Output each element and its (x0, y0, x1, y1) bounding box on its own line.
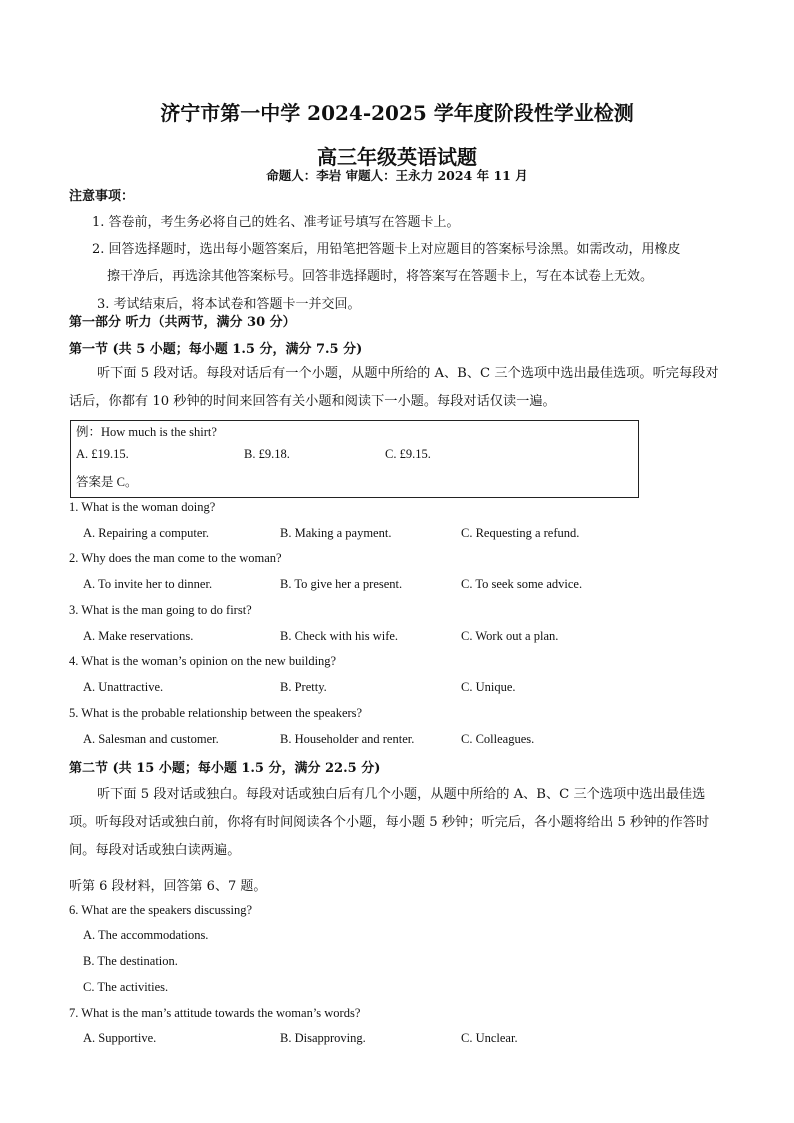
question-6-option-c: C. The activities. (83, 980, 169, 994)
example-option-c: C. £9.15. (385, 447, 431, 461)
question-5: 5. What is the probable relationship between the speakers? (69, 706, 363, 720)
question-2: 2. Why does the man come to the woman? (69, 551, 282, 565)
question-6-option-a: A. The accommodations. (83, 928, 209, 942)
example-question: 例：How much is the shirt? (76, 425, 217, 439)
notice-item-1: 1. 答卷前，考生务必将自己的姓名、准考证号填写在答题卡上。 (92, 215, 460, 230)
exam-title: 济宁市第一中学 2024-2025 学年度阶段性学业检测 (160, 101, 634, 125)
section2-instructions: 听下面 5 段对话或独白。每段对话或独白后有几个小题，从题中所给的 A、B、C 三个选项中选出最佳选项。听每段对话或独白前，你将有时间阅读各个小题，每小题 5 秒钟；听完后，各小题将给出 5 秒钟的作答时间。每段对话或独白读两遍。 (69, 787, 710, 858)
notice-item-2: 2. 回答选择题时，选出每小题答案后，用铅笔把答题卡上对应题目的答案标号涂黑。如需改动，用橡皮 (92, 242, 681, 257)
question-7-option-b: B. Disapproving. (280, 1031, 366, 1045)
question-3-option-b: B. Check with his wife. (280, 629, 399, 643)
question-5-option-b: B. Householder and renter. (280, 732, 415, 746)
notice-item-3: 3. 考试结束后，将本试卷和答题卡一并交回。 (97, 297, 361, 312)
question-7-option-a: A. Supportive. (83, 1031, 157, 1045)
section2-heading: 第二节 (共 15 小题；每小题 1.5 分，满分 22.5 分) (69, 761, 381, 776)
question-1-option-a: A. Repairing a computer. (83, 526, 210, 540)
question-5-option-c: C. Colleagues. (461, 732, 535, 746)
question-7-option-c: C. Unclear. (461, 1031, 518, 1045)
question-1-option-b: B. Making a payment. (280, 526, 392, 540)
example-answer: 答案是 C。 (76, 475, 138, 489)
question-2-option-c: C. To seek some advice. (461, 577, 583, 591)
example-option-a: A. £19.15. (76, 447, 129, 461)
question-4-option-c: C. Unique. (461, 680, 516, 694)
exam-subtitle: 高三年级英语试题 (317, 145, 477, 169)
question-4-option-a: A. Unattractive. (83, 680, 164, 694)
notice-item-2-cont: 擦干净后，再选涂其他答案标号。回答非选择题时，将答案写在答题卡上，写在本试卷上无效。 (107, 269, 654, 284)
example-option-b: B. £9.18. (244, 447, 290, 461)
question-1: 1. What is the woman doing? (69, 500, 216, 514)
question-1-option-c: C. Requesting a refund. (461, 526, 580, 540)
question-2-option-a: A. To invite her to dinner. (83, 577, 213, 591)
question-3-option-c: C. Work out a plan. (461, 629, 559, 643)
question-3-option-a: A. Make reservations. (83, 629, 194, 643)
question-6: 6. What are the speakers discussing? (69, 903, 253, 917)
question-4-option-b: B. Pretty. (280, 680, 327, 694)
question-3: 3. What is the man going to do first? (69, 603, 252, 617)
part1-heading: 第一部分 听力（共两节，满分 30 分） (69, 315, 296, 330)
question-2-option-b: B. To give her a present. (280, 577, 403, 591)
notice-heading: 注意事项： (69, 189, 135, 204)
question-4: 4. What is the woman’s opinion on the new building? (69, 654, 337, 668)
question-5-option-a: A. Salesman and customer. (83, 732, 219, 746)
material-6-instruction: 听第 6 段材料，回答第 6、7 题。 (69, 879, 267, 894)
question-7: 7. What is the man’s attitude towards the woman’s words? (69, 1006, 361, 1020)
author-byline: 命题人：李岩 审题人：王永力 2024 年 11 月 (266, 168, 528, 183)
question-6-option-b: B. The destination. (83, 954, 178, 968)
section1-instructions: 听下面 5 段对话。每段对话后有一个小题，从题中所给的 A、B、C 三个选项中选出最佳选项。听完每段对话后，你都有 10 秒钟的时间来回答有关小题和阅读下一小题。每段对话仅读一遍。 (69, 366, 719, 409)
section1-heading: 第一节 (共 5 小题；每小题 1.5 分，满分 7.5 分) (69, 342, 363, 357)
